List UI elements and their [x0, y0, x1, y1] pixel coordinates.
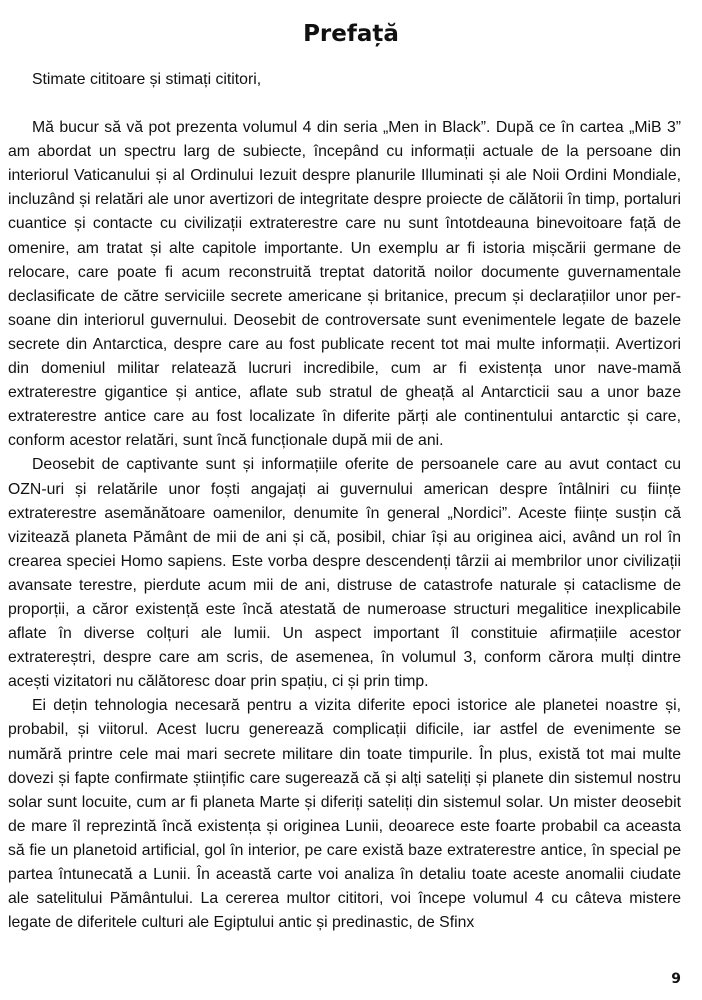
- page-title: Prefață: [303, 21, 399, 48]
- greeting-paragraph: Stimate cititoare și stimați cititori,: [32, 71, 262, 88]
- page-number: 9: [671, 971, 681, 987]
- paragraph-3: Ei dețin tehnologia necesară pentru a vizita diferite epoci istorice ale planetei noastre și, probabil, și viitorul. Acest lucru generează complicații dificile, iar astfel de evenimente se numără printre cele mai mari secrete militare din toate timpurile. În plus, există tot mai multe dovezi și fapte confirmate științific care sugerează că și alți sateliți și planete din sistemul nostru solar sunt locuite, cum ar fi planeta Marte și diferiți sateliți din sistemul solar. Un mister deosebit de mare îl reprezintă încă existența și originea Lunii, deoarece este foarte probabil ca aceasta să fie un planetoid artificial, gol în interior, pe care există baze extraterestre antice, în special pe partea întunecată a Lunii. În această carte voi analiza în detaliu toate aceste anomalii ciudate ale satelitului Pământului. La cererea multor cititori, voi începe volumul 4 cu câteva mistere legate de diferitele culturi ale Egiptului antic și predinastic, de Sfinx: [8, 697, 681, 932]
- paragraph-2: Deosebit de captivante sunt și informațiile oferite de persoanele care au avut contact cu OZN-uri și relatările unor foști angajați ai guvernului american despre întâlniri cu ființe extraterestre asemănătoare oamenilor, denumite în general „Nordici”. Aceste ființe susțin că vizitează planeta Pământ de mii de ani și că, posibil, chiar își au originea aici, având un rol în crearea speciei Homo sapiens. Este vorba despre descendenți târzii ai membrilor unor civilizații avansate terestre, pierdute acum mii de ani, distruse de catastrofe naturale și cataclisme de proporții, a căror existență este încă atestată de numeroase structuri megalitice inexplicabile aflate în diverse colțuri ale lumii. Un aspect important îl constituie afirmațiile acestor extratereștri, despre care am scris, de asemenea, în volumul 3, conform cărora mulți dintre acești vizitatori nu călătoresc doar prin spațiu, ci și prin timp.: [8, 456, 681, 691]
- preface-text: [8, 68, 681, 935]
- paragraph-1: Mă bucur să vă pot prezenta volumul 4 din seria „Men in Black”. După ce în cartea „MiB 3” am abordat un spectru larg de subiecte, începând cu informații actuale de la persoane din interiorul Vaticanului și al Ordinului Iezuit despre planurile Illuminati și ale Noii Ordini Mondiale, incluzând și relatări ale unor avertizori de integritate despre proiecte de călătorii în timp, portaluri cuantice și contacte cu civilizații extraterestre care nu sunt întotdeauna binevoitoare față de omenire, am tratat și alte capitole importante. Un exemplu ar fi istoria mișcării germane de relocare, care poate fi acum reconstruită treptat datorită noilor documente guvernamentale declasificate de către serviciile secrete americane și britanice, precum și declarațiilor unor persoane din interiorul guvernului. Deosebit de controversate sunt evenimentele legate de bazele secrete din Antarctica, despre care au fost publicate recent tot mai multe informații. Avertizori din domeniul militar relatează lucruri incredibile, cum ar fi existența unor nave-mamă extraterestre gigantice și antice, aflate sub stratul de gheață al Antarcticii sau a unor baze extraterestre antice care au fost localizate în diferite părți ale continentului antarctic și care, conform acestor relatări, sunt încă funcționale după mii de ani.: [8, 119, 681, 450]
